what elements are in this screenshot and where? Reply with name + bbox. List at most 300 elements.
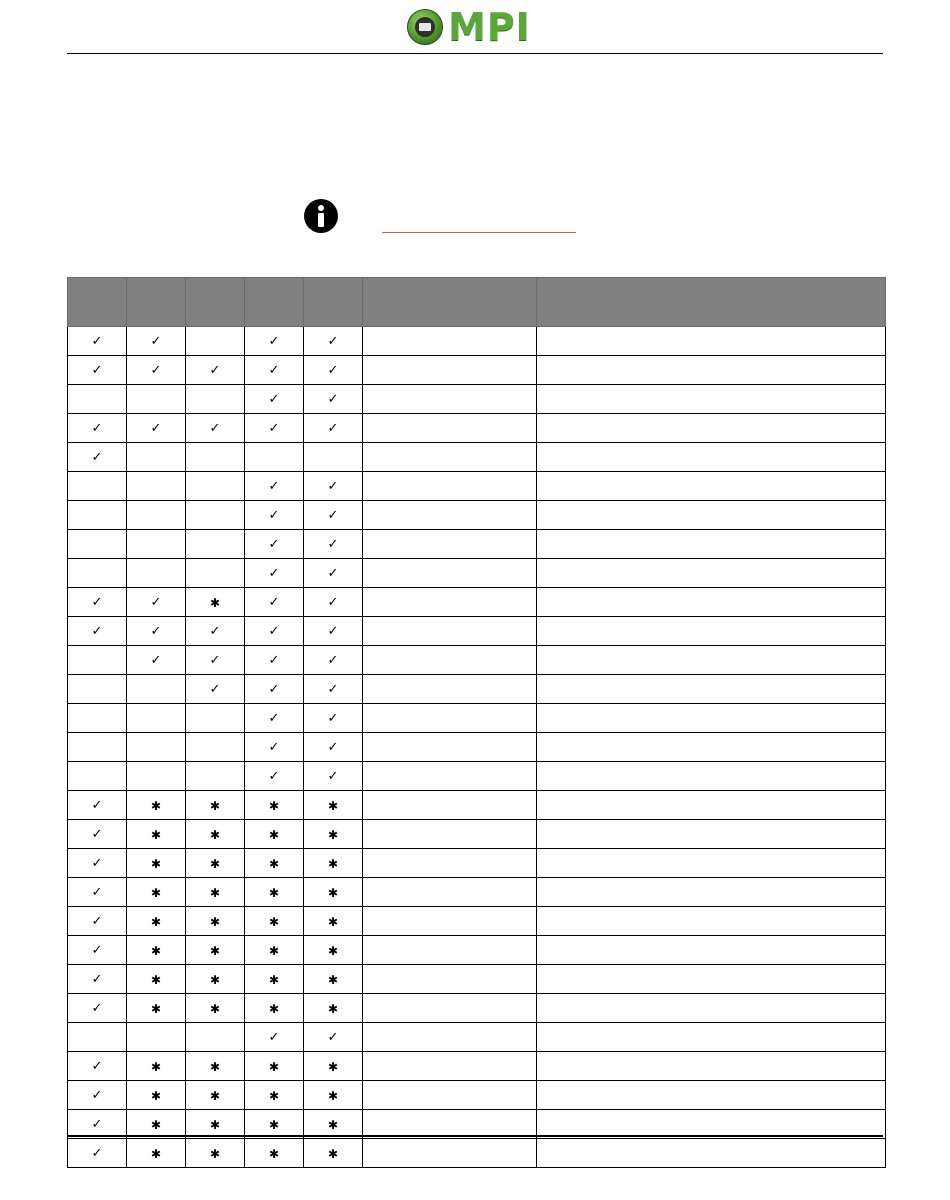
description-cell (363, 356, 537, 385)
footer-divider (67, 1135, 883, 1137)
description-cell (363, 1139, 537, 1168)
asterisk-cell (186, 820, 245, 849)
check-mark-cell (68, 936, 127, 965)
check-mark-icon: ✓ (91, 421, 103, 436)
asterisk-icon: ✱ (327, 1059, 339, 1074)
asterisk-icon: ✱ (327, 827, 339, 842)
description-cell (363, 820, 537, 849)
check-mark-cell (68, 414, 127, 443)
check-mark-icon: ✓ (327, 508, 339, 523)
check-mark-icon: ✓ (327, 653, 339, 668)
check-mark-cell (304, 704, 363, 733)
column-header (363, 278, 537, 327)
description-cell (537, 907, 886, 936)
check-mark-cell (186, 414, 245, 443)
asterisk-icon: ✱ (209, 914, 221, 929)
check-mark-icon: ✓ (268, 595, 280, 610)
check-mark-cell (68, 907, 127, 936)
asterisk-cell (186, 588, 245, 617)
check-mark-icon: ✓ (268, 711, 280, 726)
table-row (68, 936, 886, 965)
description-cell (363, 878, 537, 907)
asterisk-icon: ✱ (150, 798, 162, 813)
check-mark-cell (245, 1023, 304, 1052)
check-mark-cell (245, 385, 304, 414)
check-mark-icon: ✓ (91, 624, 103, 639)
check-mark-cell (245, 646, 304, 675)
check-mark-cell (186, 646, 245, 675)
check-mark-icon: ✓ (150, 653, 162, 668)
check-mark-icon: ✓ (268, 1030, 280, 1045)
check-mark-cell (304, 1023, 363, 1052)
description-cell (363, 559, 537, 588)
empty-cell (68, 530, 127, 559)
feature-matrix-table (67, 277, 886, 1168)
table-row (68, 762, 886, 791)
asterisk-icon: ✱ (209, 1088, 221, 1103)
check-mark-icon: ✓ (91, 914, 103, 929)
description-cell (537, 675, 886, 704)
description-cell (363, 1081, 537, 1110)
asterisk-icon: ✱ (268, 798, 280, 813)
table-row (68, 559, 886, 588)
check-mark-icon: ✓ (91, 1088, 103, 1103)
empty-cell (186, 530, 245, 559)
table-row (68, 704, 886, 733)
description-cell (363, 936, 537, 965)
table-row (68, 733, 886, 762)
check-mark-icon: ✓ (91, 1117, 103, 1132)
check-mark-cell (304, 530, 363, 559)
asterisk-cell (304, 1139, 363, 1168)
check-mark-cell (186, 617, 245, 646)
check-mark-cell (68, 965, 127, 994)
check-mark-cell (127, 356, 186, 385)
asterisk-icon: ✱ (209, 1059, 221, 1074)
empty-cell (186, 762, 245, 791)
description-cell (363, 1023, 537, 1052)
asterisk-cell (127, 820, 186, 849)
description-cell (537, 704, 886, 733)
description-cell (537, 762, 886, 791)
check-mark-cell (245, 617, 304, 646)
description-cell (537, 501, 886, 530)
empty-cell (186, 327, 245, 356)
empty-cell (127, 530, 186, 559)
asterisk-cell (304, 1052, 363, 1081)
description-cell (363, 965, 537, 994)
check-mark-icon: ✓ (268, 421, 280, 436)
check-mark-icon: ✓ (268, 769, 280, 784)
check-mark-icon: ✓ (150, 624, 162, 639)
check-mark-icon: ✓ (91, 450, 103, 465)
description-cell (363, 385, 537, 414)
asterisk-cell (127, 994, 186, 1023)
empty-cell (68, 1023, 127, 1052)
asterisk-cell (127, 791, 186, 820)
check-mark-cell (127, 588, 186, 617)
check-mark-icon: ✓ (327, 421, 339, 436)
table-row (68, 820, 886, 849)
asterisk-cell (186, 791, 245, 820)
description-cell (537, 849, 886, 878)
check-mark-icon: ✓ (91, 1059, 103, 1074)
description-cell (537, 646, 886, 675)
check-mark-icon: ✓ (150, 421, 162, 436)
asterisk-icon: ✱ (150, 972, 162, 987)
asterisk-cell (186, 878, 245, 907)
check-mark-icon: ✓ (327, 682, 339, 697)
asterisk-icon: ✱ (327, 856, 339, 871)
asterisk-icon: ✱ (268, 1117, 280, 1132)
check-mark-icon: ✓ (91, 972, 103, 987)
check-mark-cell (245, 733, 304, 762)
check-mark-cell (245, 704, 304, 733)
description-cell (537, 443, 886, 472)
asterisk-icon: ✱ (209, 856, 221, 871)
asterisk-cell (186, 936, 245, 965)
asterisk-icon: ✱ (150, 1117, 162, 1132)
asterisk-cell (186, 1081, 245, 1110)
check-mark-icon: ✓ (209, 682, 221, 697)
asterisk-cell (127, 907, 186, 936)
description-cell (363, 646, 537, 675)
check-mark-cell (186, 675, 245, 704)
check-mark-icon: ✓ (91, 595, 103, 610)
check-mark-cell (245, 356, 304, 385)
description-cell (537, 965, 886, 994)
check-mark-cell (68, 849, 127, 878)
description-cell (363, 791, 537, 820)
check-mark-cell (304, 762, 363, 791)
check-mark-icon: ✓ (91, 334, 103, 349)
description-cell (537, 327, 886, 356)
check-mark-icon: ✓ (327, 740, 339, 755)
description-cell (537, 820, 886, 849)
asterisk-cell (127, 1139, 186, 1168)
check-mark-icon: ✓ (91, 943, 103, 958)
empty-cell (186, 472, 245, 501)
empty-cell (245, 443, 304, 472)
check-mark-cell (68, 820, 127, 849)
empty-cell (127, 472, 186, 501)
asterisk-icon: ✱ (327, 972, 339, 987)
description-cell (537, 559, 886, 588)
check-mark-cell (68, 617, 127, 646)
table-row (68, 327, 886, 356)
table-row (68, 356, 886, 385)
asterisk-icon: ✱ (150, 856, 162, 871)
empty-cell (68, 472, 127, 501)
column-header (304, 278, 363, 327)
check-mark-icon: ✓ (91, 1001, 103, 1016)
check-mark-icon: ✓ (91, 856, 103, 871)
check-mark-icon: ✓ (150, 363, 162, 378)
check-mark-cell (304, 733, 363, 762)
description-cell (363, 907, 537, 936)
table-row (68, 791, 886, 820)
check-mark-icon: ✓ (327, 624, 339, 639)
check-mark-cell (68, 994, 127, 1023)
asterisk-icon: ✱ (268, 1059, 280, 1074)
empty-cell (186, 559, 245, 588)
empty-cell (127, 704, 186, 733)
asterisk-icon: ✱ (327, 1001, 339, 1016)
asterisk-icon: ✱ (209, 972, 221, 987)
check-mark-cell (304, 617, 363, 646)
asterisk-icon: ✱ (327, 943, 339, 958)
asterisk-cell (245, 1052, 304, 1081)
check-mark-cell (304, 646, 363, 675)
asterisk-cell (127, 936, 186, 965)
asterisk-icon: ✱ (150, 1001, 162, 1016)
check-mark-icon: ✓ (91, 363, 103, 378)
check-mark-cell (304, 675, 363, 704)
empty-cell (68, 646, 127, 675)
asterisk-icon: ✱ (268, 856, 280, 871)
asterisk-icon: ✱ (327, 1117, 339, 1132)
empty-cell (127, 559, 186, 588)
check-mark-icon: ✓ (268, 624, 280, 639)
check-mark-icon: ✓ (268, 566, 280, 581)
check-mark-cell (245, 762, 304, 791)
check-mark-cell (68, 791, 127, 820)
asterisk-icon: ✱ (209, 1001, 221, 1016)
check-mark-icon: ✓ (209, 363, 221, 378)
check-mark-icon: ✓ (268, 653, 280, 668)
asterisk-cell (186, 994, 245, 1023)
empty-cell (127, 1023, 186, 1052)
asterisk-icon: ✱ (209, 885, 221, 900)
check-mark-icon: ✓ (209, 421, 221, 436)
description-cell (363, 675, 537, 704)
check-mark-cell (304, 472, 363, 501)
column-header (68, 278, 127, 327)
check-mark-icon: ✓ (91, 885, 103, 900)
asterisk-icon: ✱ (268, 1001, 280, 1016)
table-row (68, 878, 886, 907)
asterisk-cell (245, 936, 304, 965)
check-mark-icon: ✓ (327, 769, 339, 784)
description-cell (363, 849, 537, 878)
check-mark-icon: ✓ (327, 566, 339, 581)
asterisk-icon: ✱ (209, 943, 221, 958)
empty-cell (304, 443, 363, 472)
asterisk-icon: ✱ (209, 1117, 221, 1132)
description-cell (537, 791, 886, 820)
info-icon (303, 198, 339, 234)
check-mark-cell (245, 472, 304, 501)
description-cell (537, 1023, 886, 1052)
table-row (68, 472, 886, 501)
description-cell (537, 385, 886, 414)
table-row (68, 849, 886, 878)
description-cell (363, 414, 537, 443)
table-row (68, 443, 886, 472)
asterisk-cell (245, 878, 304, 907)
check-mark-cell (127, 617, 186, 646)
check-mark-cell (68, 1081, 127, 1110)
asterisk-icon: ✱ (150, 943, 162, 958)
brand-name: MPI (448, 5, 531, 49)
table-row (68, 1139, 886, 1168)
empty-cell (186, 704, 245, 733)
table-row (68, 646, 886, 675)
empty-cell (127, 501, 186, 530)
asterisk-cell (186, 1052, 245, 1081)
empty-cell (127, 733, 186, 762)
asterisk-cell (304, 965, 363, 994)
asterisk-cell (245, 965, 304, 994)
check-mark-icon: ✓ (150, 334, 162, 349)
empty-cell (127, 385, 186, 414)
asterisk-icon: ✱ (150, 827, 162, 842)
check-mark-cell (304, 385, 363, 414)
empty-cell (186, 733, 245, 762)
check-mark-icon: ✓ (268, 479, 280, 494)
asterisk-icon: ✱ (327, 798, 339, 813)
asterisk-cell (245, 907, 304, 936)
empty-cell (68, 762, 127, 791)
check-mark-icon: ✓ (327, 392, 339, 407)
empty-cell (186, 443, 245, 472)
empty-cell (68, 704, 127, 733)
description-cell (363, 501, 537, 530)
mpi-logo (407, 7, 547, 47)
description-cell (363, 762, 537, 791)
check-mark-cell (127, 414, 186, 443)
asterisk-icon: ✱ (268, 827, 280, 842)
check-mark-icon: ✓ (268, 740, 280, 755)
empty-cell (68, 675, 127, 704)
table-body (68, 327, 886, 1168)
check-mark-icon: ✓ (268, 334, 280, 349)
check-mark-cell (304, 356, 363, 385)
asterisk-icon: ✱ (268, 914, 280, 929)
check-mark-cell (304, 588, 363, 617)
check-mark-cell (127, 646, 186, 675)
asterisk-cell (186, 1139, 245, 1168)
description-cell (537, 414, 886, 443)
asterisk-icon: ✱ (209, 595, 221, 610)
description-cell (363, 994, 537, 1023)
check-mark-cell (68, 588, 127, 617)
table-row (68, 617, 886, 646)
check-mark-icon: ✓ (327, 334, 339, 349)
description-cell (537, 588, 886, 617)
check-mark-cell (245, 675, 304, 704)
asterisk-icon: ✱ (150, 1146, 162, 1161)
header-divider (67, 53, 883, 54)
check-mark-cell (186, 356, 245, 385)
asterisk-icon: ✱ (327, 885, 339, 900)
asterisk-icon: ✱ (209, 1146, 221, 1161)
description-cell (537, 733, 886, 762)
asterisk-cell (304, 820, 363, 849)
check-mark-icon: ✓ (327, 537, 339, 552)
asterisk-cell (186, 849, 245, 878)
table-row (68, 414, 886, 443)
empty-cell (68, 733, 127, 762)
table-row (68, 965, 886, 994)
asterisk-cell (127, 1052, 186, 1081)
asterisk-cell (245, 994, 304, 1023)
check-mark-cell (304, 414, 363, 443)
check-mark-cell (245, 559, 304, 588)
asterisk-cell (127, 965, 186, 994)
check-mark-cell (68, 1052, 127, 1081)
asterisk-cell (304, 878, 363, 907)
asterisk-cell (304, 936, 363, 965)
check-mark-icon: ✓ (327, 363, 339, 378)
asterisk-icon: ✱ (268, 972, 280, 987)
empty-cell (68, 559, 127, 588)
description-cell (363, 1052, 537, 1081)
check-mark-icon: ✓ (327, 479, 339, 494)
table-row (68, 501, 886, 530)
table-row (68, 994, 886, 1023)
check-mark-cell (245, 501, 304, 530)
description-cell (363, 472, 537, 501)
check-mark-cell (68, 878, 127, 907)
check-mark-icon: ✓ (268, 392, 280, 407)
column-header (245, 278, 304, 327)
asterisk-icon: ✱ (209, 827, 221, 842)
table-row (68, 1052, 886, 1081)
description-cell (537, 936, 886, 965)
note-link-underline[interactable] (382, 232, 576, 233)
asterisk-cell (304, 791, 363, 820)
asterisk-cell (245, 820, 304, 849)
column-header (537, 278, 886, 327)
check-mark-cell (68, 356, 127, 385)
check-mark-icon: ✓ (268, 537, 280, 552)
asterisk-cell (186, 907, 245, 936)
empty-cell (127, 675, 186, 704)
description-cell (537, 994, 886, 1023)
description-cell (537, 1139, 886, 1168)
check-mark-cell (68, 327, 127, 356)
asterisk-icon: ✱ (150, 1088, 162, 1103)
empty-cell (186, 385, 245, 414)
table-row (68, 907, 886, 936)
check-mark-cell (245, 327, 304, 356)
asterisk-cell (304, 1081, 363, 1110)
table-row (68, 1023, 886, 1052)
description-cell (363, 443, 537, 472)
table-row (68, 1081, 886, 1110)
empty-cell (127, 443, 186, 472)
description-cell (363, 704, 537, 733)
asterisk-icon: ✱ (327, 1146, 339, 1161)
description-cell (537, 530, 886, 559)
asterisk-cell (186, 965, 245, 994)
description-cell (537, 472, 886, 501)
empty-cell (186, 1023, 245, 1052)
description-cell (537, 356, 886, 385)
check-mark-cell (68, 443, 127, 472)
asterisk-icon: ✱ (150, 914, 162, 929)
check-mark-cell (304, 501, 363, 530)
asterisk-cell (127, 878, 186, 907)
check-mark-icon: ✓ (327, 1030, 339, 1045)
description-cell (537, 1081, 886, 1110)
asterisk-icon: ✱ (268, 943, 280, 958)
asterisk-icon: ✱ (327, 1088, 339, 1103)
description-cell (363, 617, 537, 646)
check-mark-icon: ✓ (209, 653, 221, 668)
check-mark-cell (127, 327, 186, 356)
